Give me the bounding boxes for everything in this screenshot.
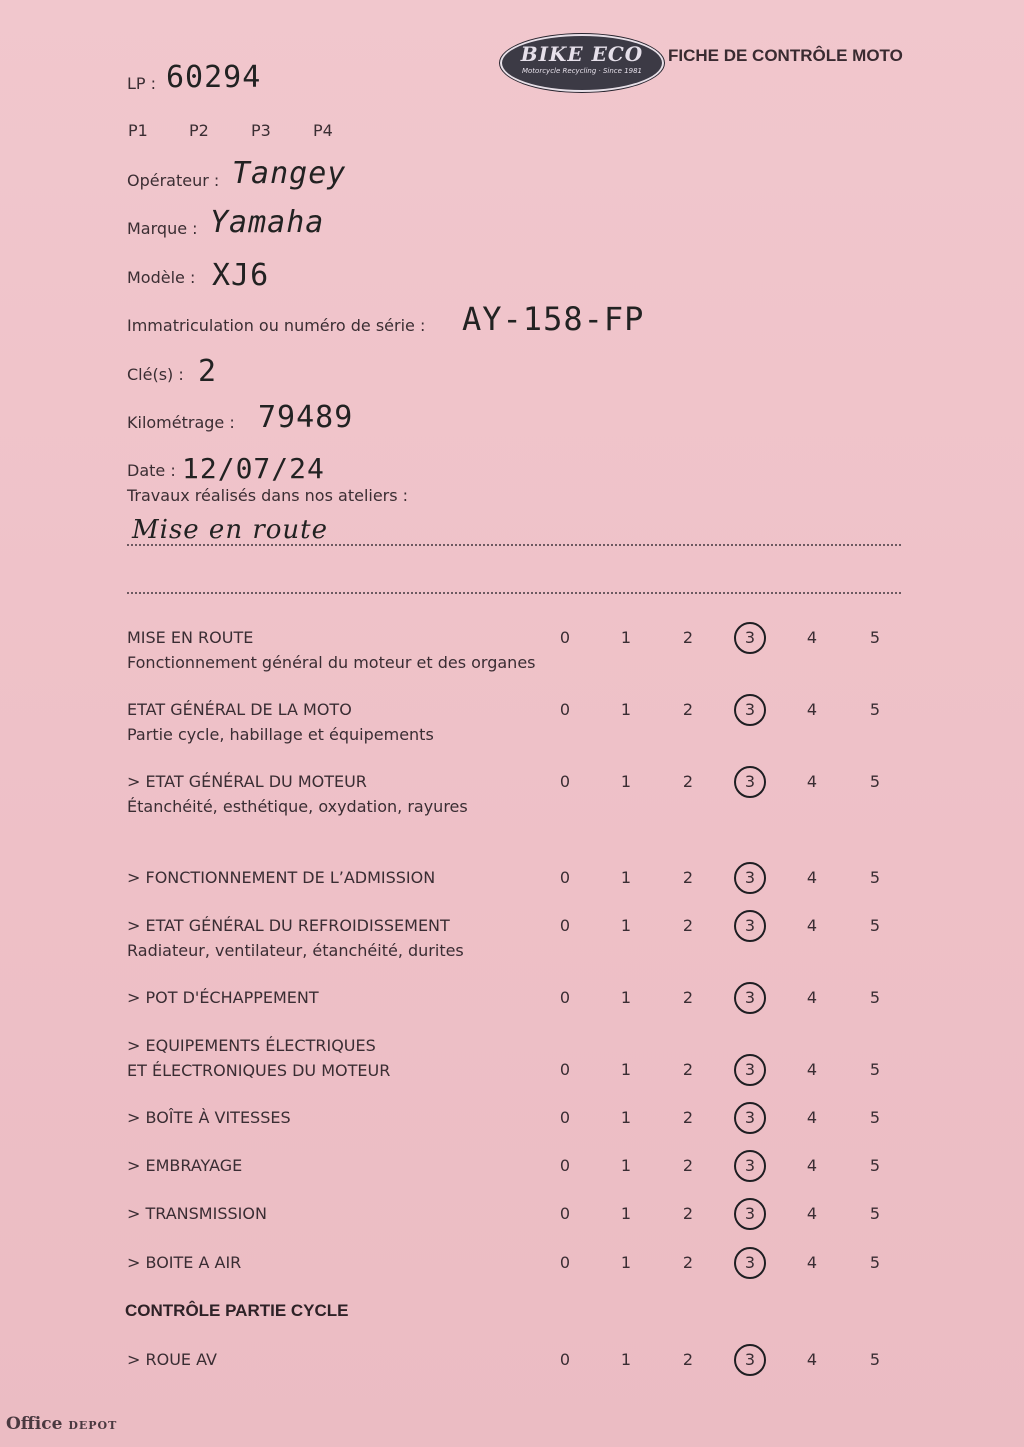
check-score-option[interactable]: 1 [620, 1108, 632, 1127]
check-score-option[interactable]: 1 [620, 868, 632, 887]
check-title: > TRANSMISSION [127, 1204, 267, 1223]
cycle-check-score-option[interactable]: 3 [744, 1350, 756, 1369]
check-score-option[interactable]: 4 [806, 868, 818, 887]
check-score-option[interactable]: 1 [620, 1060, 632, 1079]
check-score-option[interactable]: 0 [559, 1108, 571, 1127]
check-selected-score-circle [734, 1198, 766, 1230]
check-score-option[interactable]: 5 [869, 700, 881, 719]
operator-value: Tangey [232, 156, 347, 191]
lp-label: LP : [127, 74, 157, 93]
works-line-1 [127, 544, 901, 546]
check-selected-score-circle [734, 1054, 766, 1086]
check-score-option[interactable]: 1 [620, 772, 632, 791]
check-selected-score-circle [734, 982, 766, 1014]
check-score-option[interactable]: 5 [869, 1253, 881, 1272]
check-score-option[interactable]: 0 [559, 1156, 571, 1175]
cycle-check-selected-score-circle [734, 1344, 766, 1376]
check-score-option[interactable]: 2 [682, 628, 694, 647]
check-score-option[interactable]: 1 [620, 1204, 632, 1223]
check-score-option[interactable]: 1 [620, 700, 632, 719]
keys-value: 2 [198, 354, 218, 389]
cycle-check-score-option[interactable]: 2 [682, 1350, 694, 1369]
check-score-option[interactable]: 0 [559, 916, 571, 935]
check-subtitle: ET ÉLECTRONIQUES DU MOTEUR [127, 1061, 391, 1080]
check-title: > BOÎTE À VITESSES [127, 1108, 291, 1127]
check-score-option[interactable]: 2 [682, 700, 694, 719]
check-selected-score-circle [734, 766, 766, 798]
date-value: 12/07/24 [182, 452, 325, 485]
check-selected-score-circle [734, 622, 766, 654]
check-subtitle: Radiateur, ventilateur, étanchéité, durites [127, 941, 464, 960]
p2-label: P2 [189, 121, 209, 140]
check-score-option[interactable]: 4 [806, 772, 818, 791]
brand-label: Marque : [127, 219, 198, 238]
office-depot-brand-depot: DEPOT [68, 1419, 118, 1432]
works-label: Travaux réalisés dans nos ateliers : [127, 486, 409, 505]
check-score-option[interactable]: 3 [744, 1060, 756, 1079]
check-score-option[interactable]: 1 [620, 1156, 632, 1175]
check-score-option[interactable]: 1 [620, 628, 632, 647]
check-subtitle: Étanchéité, esthétique, oxydation, rayures [127, 797, 468, 816]
check-score-option[interactable]: 0 [559, 868, 571, 887]
mileage-value: 79489 [258, 400, 354, 435]
check-score-option[interactable]: 0 [559, 700, 571, 719]
check-selected-score-circle [734, 694, 766, 726]
check-score-option[interactable]: 4 [806, 628, 818, 647]
check-selected-score-circle [734, 1102, 766, 1134]
check-score-option[interactable]: 5 [869, 868, 881, 887]
model-value: XJ6 [212, 258, 270, 293]
check-score-option[interactable]: 2 [682, 1108, 694, 1127]
check-title: > ETAT GÉNÉRAL DU REFROIDISSEMENT [127, 916, 450, 935]
check-score-option[interactable]: 5 [869, 988, 881, 1007]
check-score-option[interactable]: 5 [869, 1060, 881, 1079]
check-score-option[interactable]: 4 [806, 1060, 818, 1079]
office-depot-logo [6, 1414, 117, 1434]
lp-value: 60294 [166, 60, 262, 95]
check-score-option[interactable]: 3 [744, 988, 756, 1007]
plate-label: Immatriculation ou numéro de série : [127, 316, 426, 335]
cycle-check-score-option[interactable]: 4 [806, 1350, 818, 1369]
check-score-option[interactable]: 1 [620, 1253, 632, 1272]
check-score-option[interactable]: 3 [744, 700, 756, 719]
p3-label: P3 [251, 121, 271, 140]
keys-label: Clé(s) : [127, 365, 184, 384]
cycle-check-score-option[interactable]: 1 [620, 1350, 632, 1369]
date-label: Date : [127, 461, 176, 480]
check-score-option[interactable]: 2 [682, 772, 694, 791]
cycle-check-score-option[interactable]: 0 [559, 1350, 571, 1369]
check-score-option[interactable]: 4 [806, 1156, 818, 1175]
check-score-option[interactable]: 3 [744, 628, 756, 647]
check-title: > FONCTIONNEMENT DE L’ADMISSION [127, 868, 436, 887]
check-score-option[interactable]: 2 [682, 1060, 694, 1079]
check-score-option[interactable]: 3 [744, 1108, 756, 1127]
check-score-option[interactable]: 3 [744, 916, 756, 935]
brand-value: Yamaha [210, 205, 325, 240]
operator-label: Opérateur : [127, 171, 220, 190]
check-score-option[interactable]: 0 [559, 772, 571, 791]
check-score-option[interactable]: 5 [869, 916, 881, 935]
check-title: > BOITE A AIR [127, 1253, 242, 1272]
check-title: > EMBRAYAGE [127, 1156, 243, 1175]
check-title: > EQUIPEMENTS ÉLECTRIQUES [127, 1036, 376, 1055]
check-score-option[interactable]: 3 [744, 868, 756, 887]
check-selected-score-circle [734, 1247, 766, 1279]
check-score-option[interactable]: 2 [682, 1156, 694, 1175]
check-title: ETAT GÉNÉRAL DE LA MOTO [127, 700, 352, 719]
check-score-option[interactable]: 4 [806, 1108, 818, 1127]
check-score-option[interactable]: 1 [620, 916, 632, 935]
p4-label: P4 [313, 121, 333, 140]
works-value: Mise en route [132, 515, 328, 545]
p1-label: P1 [128, 121, 148, 140]
check-subtitle: Fonctionnement général du moteur et des organes [127, 653, 536, 672]
check-score-option[interactable]: 3 [744, 1253, 756, 1272]
check-score-option[interactable]: 0 [559, 1204, 571, 1223]
model-label: Modèle : [127, 268, 196, 287]
check-score-option[interactable]: 2 [682, 988, 694, 1007]
check-score-option[interactable]: 0 [559, 1060, 571, 1079]
bike-eco-logo [500, 34, 664, 92]
check-score-option[interactable]: 2 [682, 868, 694, 887]
check-score-option[interactable]: 5 [869, 772, 881, 791]
check-score-option[interactable]: 0 [559, 988, 571, 1007]
check-score-option[interactable]: 2 [682, 916, 694, 935]
check-score-option[interactable]: 5 [869, 628, 881, 647]
check-score-option[interactable]: 2 [682, 1253, 694, 1272]
form-title: FICHE DE CONTRÔLE MOTO [668, 46, 903, 65]
section-cycle-title: CONTRÔLE PARTIE CYCLE [125, 1301, 349, 1320]
office-depot-brand-office: Office [6, 1414, 63, 1434]
plate-value: AY-158-FP [462, 300, 645, 338]
check-score-option[interactable]: 2 [682, 1204, 694, 1223]
check-score-option[interactable]: 4 [806, 700, 818, 719]
check-score-option[interactable]: 4 [806, 1253, 818, 1272]
check-selected-score-circle [734, 1150, 766, 1182]
logo-brand-text: BIKE ECO [520, 42, 644, 66]
check-score-option[interactable]: 5 [869, 1108, 881, 1127]
check-score-option[interactable]: 5 [869, 1204, 881, 1223]
check-subtitle: Partie cycle, habillage et équipements [127, 725, 434, 744]
check-score-option[interactable]: 4 [806, 988, 818, 1007]
check-score-option[interactable]: 3 [744, 772, 756, 791]
logo-sub-text: Motorcycle Recycling · Since 1981 [521, 67, 643, 75]
cycle-check-score-option[interactable]: 5 [869, 1350, 881, 1369]
check-selected-score-circle [734, 910, 766, 942]
mileage-label: Kilométrage : [127, 413, 235, 432]
check-score-option[interactable]: 0 [559, 628, 571, 647]
check-score-option[interactable]: 4 [806, 916, 818, 935]
check-score-option[interactable]: 3 [744, 1156, 756, 1175]
check-score-option[interactable]: 0 [559, 1253, 571, 1272]
check-title: > POT D'ÉCHAPPEMENT [127, 988, 319, 1007]
check-score-option[interactable]: 4 [806, 1204, 818, 1223]
check-score-option[interactable]: 1 [620, 988, 632, 1007]
works-line-2 [127, 592, 901, 594]
check-selected-score-circle [734, 862, 766, 894]
check-score-option[interactable]: 3 [744, 1204, 756, 1223]
cycle-check-title: > ROUE AV [127, 1350, 217, 1369]
check-score-option[interactable]: 5 [869, 1156, 881, 1175]
check-title: MISE EN ROUTE [127, 628, 254, 647]
check-title: > ETAT GÉNÉRAL DU MOTEUR [127, 772, 367, 791]
